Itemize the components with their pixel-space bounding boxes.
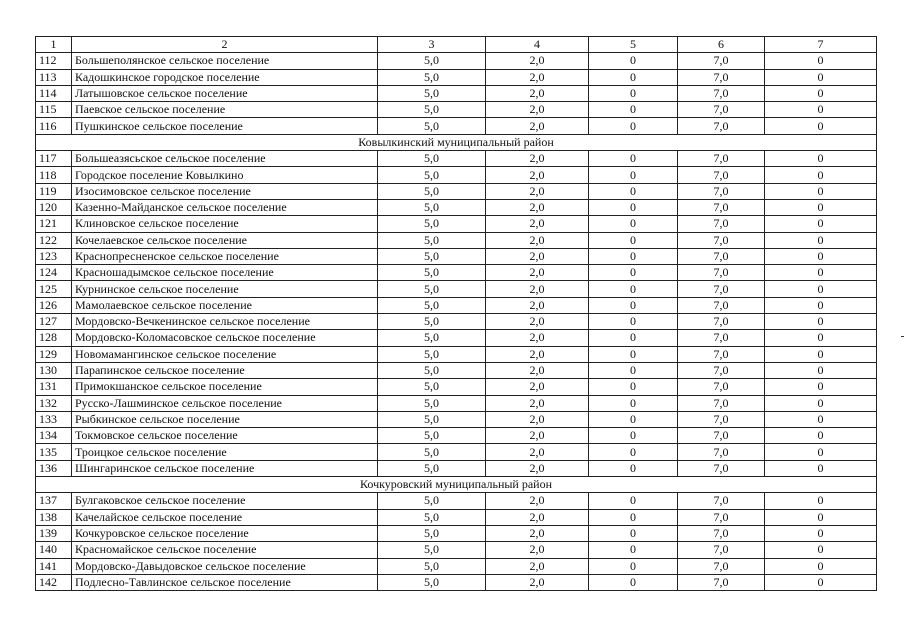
cell-col-4: 2,0 xyxy=(486,248,589,264)
cell-col-6: 7,0 xyxy=(678,199,765,215)
district-title: Кочкуровский муниципальный район xyxy=(36,477,877,493)
cell-col-6: 7,0 xyxy=(678,379,765,395)
cell-col-4: 2,0 xyxy=(486,265,589,281)
cell-col-3: 5,0 xyxy=(378,199,486,215)
cell-col-5: 0 xyxy=(589,265,678,281)
cell-col-7: 0 xyxy=(765,493,877,509)
cell-col-3: 5,0 xyxy=(378,428,486,444)
settlement-name: Мордовско-Давыдовское сельское поселение xyxy=(72,558,378,574)
settlement-name: Большеполянское сельское поселение xyxy=(72,53,378,69)
row-number: 136 xyxy=(36,460,72,476)
cell-col-3: 5,0 xyxy=(378,183,486,199)
cell-col-6: 7,0 xyxy=(678,297,765,313)
cell-col-6: 7,0 xyxy=(678,183,765,199)
cell-col-5: 0 xyxy=(589,232,678,248)
cell-col-6: 7,0 xyxy=(678,411,765,427)
row-number: 124 xyxy=(36,265,72,281)
settlement-name: Русско-Лашминское сельское поселение xyxy=(72,395,378,411)
table-row xyxy=(36,216,877,232)
cell-col-5: 0 xyxy=(589,53,678,69)
cell-col-7: 0 xyxy=(765,330,877,346)
table-row xyxy=(36,69,877,85)
settlement-name: Шингаринское сельское поселение xyxy=(72,460,378,476)
table-row xyxy=(36,102,877,118)
row-number: 118 xyxy=(36,167,72,183)
cell-col-5: 0 xyxy=(589,395,678,411)
cell-col-7: 0 xyxy=(765,346,877,362)
cell-col-5: 0 xyxy=(589,167,678,183)
row-number: 138 xyxy=(36,509,72,525)
cell-col-7: 0 xyxy=(765,379,877,395)
cell-col-3: 5,0 xyxy=(378,265,486,281)
cell-col-3: 5,0 xyxy=(378,232,486,248)
cell-col-4: 2,0 xyxy=(486,444,589,460)
cell-col-3: 5,0 xyxy=(378,346,486,362)
cell-col-6: 7,0 xyxy=(678,330,765,346)
district-title: Ковылкинский муниципальный район xyxy=(36,134,877,150)
cell-col-6: 7,0 xyxy=(678,574,765,590)
cell-col-7: 0 xyxy=(765,151,877,167)
cell-col-7: 0 xyxy=(765,362,877,378)
settlement-name: Мордовско-Коломасовское сельское поселение xyxy=(72,330,378,346)
settlement-name: Мордовско-Вечкенинское сельское поселение xyxy=(72,314,378,330)
cell-col-6: 7,0 xyxy=(678,509,765,525)
table-row xyxy=(36,53,877,69)
cell-col-3: 5,0 xyxy=(378,379,486,395)
cell-col-3: 5,0 xyxy=(378,281,486,297)
settlement-name: Краснопресненское сельское поселение xyxy=(72,248,378,264)
cell-col-6: 7,0 xyxy=(678,216,765,232)
settlement-name: Красномайское сельское поселение xyxy=(72,542,378,558)
cell-col-6: 7,0 xyxy=(678,525,765,541)
settlement-name: Клиновское сельское поселение xyxy=(72,216,378,232)
table-row xyxy=(36,232,877,248)
cell-col-5: 0 xyxy=(589,85,678,101)
table-row xyxy=(36,558,877,574)
cell-col-4: 2,0 xyxy=(486,379,589,395)
cell-col-4: 2,0 xyxy=(486,167,589,183)
cell-col-4: 2,0 xyxy=(486,53,589,69)
table-row xyxy=(36,281,877,297)
cell-col-7: 0 xyxy=(765,411,877,427)
row-number: 126 xyxy=(36,297,72,313)
column-header: 2 xyxy=(72,37,378,53)
column-header: 1 xyxy=(36,37,72,53)
cell-col-5: 0 xyxy=(589,493,678,509)
cell-col-6: 7,0 xyxy=(678,558,765,574)
cell-col-5: 0 xyxy=(589,118,678,134)
table-row xyxy=(36,395,877,411)
cell-col-4: 2,0 xyxy=(486,411,589,427)
table-row xyxy=(36,509,877,525)
cell-col-5: 0 xyxy=(589,444,678,460)
cell-col-5: 0 xyxy=(589,69,678,85)
cell-col-6: 7,0 xyxy=(678,53,765,69)
cell-col-5: 0 xyxy=(589,314,678,330)
cell-col-7: 0 xyxy=(765,314,877,330)
scan-mark xyxy=(901,336,904,337)
row-number: 114 xyxy=(36,85,72,101)
table-row xyxy=(36,362,877,378)
cell-col-4: 2,0 xyxy=(486,314,589,330)
table-row xyxy=(36,85,877,101)
column-header: 7 xyxy=(765,37,877,53)
cell-col-5: 0 xyxy=(589,542,678,558)
cell-col-6: 7,0 xyxy=(678,362,765,378)
row-number: 133 xyxy=(36,411,72,427)
table-row xyxy=(36,574,877,590)
cell-col-7: 0 xyxy=(765,183,877,199)
settlement-name: Кочкуровское сельское поселение xyxy=(72,525,378,541)
settlement-name: Качелайское сельское поселение xyxy=(72,509,378,525)
cell-col-3: 5,0 xyxy=(378,411,486,427)
row-number: 120 xyxy=(36,199,72,215)
table-row xyxy=(36,460,877,476)
cell-col-4: 2,0 xyxy=(486,118,589,134)
settlement-name: Курнинское сельское поселение xyxy=(72,281,378,297)
settlement-name: Рыбкинское сельское поселение xyxy=(72,411,378,427)
cell-col-5: 0 xyxy=(589,379,678,395)
cell-col-5: 0 xyxy=(589,525,678,541)
cell-col-3: 5,0 xyxy=(378,102,486,118)
cell-col-4: 2,0 xyxy=(486,216,589,232)
cell-col-4: 2,0 xyxy=(486,460,589,476)
row-number: 123 xyxy=(36,248,72,264)
cell-col-6: 7,0 xyxy=(678,265,765,281)
row-number: 113 xyxy=(36,69,72,85)
cell-col-6: 7,0 xyxy=(678,69,765,85)
row-number: 119 xyxy=(36,183,72,199)
settlement-name: Кочелаевское сельское поселение xyxy=(72,232,378,248)
cell-col-7: 0 xyxy=(765,102,877,118)
row-number: 135 xyxy=(36,444,72,460)
cell-col-7: 0 xyxy=(765,118,877,134)
settlement-name: Новомамангинское сельское поселение xyxy=(72,346,378,362)
settlement-name: Мамолаевское сельское поселение xyxy=(72,297,378,313)
cell-col-5: 0 xyxy=(589,362,678,378)
cell-col-4: 2,0 xyxy=(486,199,589,215)
cell-col-6: 7,0 xyxy=(678,460,765,476)
cell-col-7: 0 xyxy=(765,444,877,460)
cell-col-3: 5,0 xyxy=(378,216,486,232)
cell-col-3: 5,0 xyxy=(378,493,486,509)
table-row xyxy=(36,542,877,558)
cell-col-6: 7,0 xyxy=(678,346,765,362)
column-header: 5 xyxy=(589,37,678,53)
row-number: 128 xyxy=(36,330,72,346)
table-row xyxy=(36,314,877,330)
cell-col-7: 0 xyxy=(765,525,877,541)
column-number-row xyxy=(36,37,877,53)
cell-col-3: 5,0 xyxy=(378,362,486,378)
cell-col-7: 0 xyxy=(765,574,877,590)
row-number: 130 xyxy=(36,362,72,378)
row-number: 125 xyxy=(36,281,72,297)
cell-col-7: 0 xyxy=(765,428,877,444)
cell-col-5: 0 xyxy=(589,428,678,444)
cell-col-3: 5,0 xyxy=(378,151,486,167)
row-number: 117 xyxy=(36,151,72,167)
cell-col-5: 0 xyxy=(589,248,678,264)
column-header: 4 xyxy=(486,37,589,53)
cell-col-4: 2,0 xyxy=(486,151,589,167)
cell-col-4: 2,0 xyxy=(486,493,589,509)
cell-col-6: 7,0 xyxy=(678,542,765,558)
cell-col-6: 7,0 xyxy=(678,151,765,167)
cell-col-3: 5,0 xyxy=(378,69,486,85)
settlement-name: Большеазясьское сельское поселение xyxy=(72,151,378,167)
table-row xyxy=(36,411,877,427)
cell-col-3: 5,0 xyxy=(378,330,486,346)
cell-col-4: 2,0 xyxy=(486,525,589,541)
table-row xyxy=(36,265,877,281)
row-number: 121 xyxy=(36,216,72,232)
table-row xyxy=(36,428,877,444)
cell-col-5: 0 xyxy=(589,509,678,525)
settlement-name: Булгаковское сельское поселение xyxy=(72,493,378,509)
table-row xyxy=(36,493,877,509)
cell-col-3: 5,0 xyxy=(378,314,486,330)
cell-col-3: 5,0 xyxy=(378,297,486,313)
cell-col-3: 5,0 xyxy=(378,460,486,476)
table-row xyxy=(36,525,877,541)
cell-col-7: 0 xyxy=(765,248,877,264)
cell-col-3: 5,0 xyxy=(378,525,486,541)
settlement-name: Изосимовское сельское поселение xyxy=(72,183,378,199)
column-header: 3 xyxy=(378,37,486,53)
cell-col-3: 5,0 xyxy=(378,574,486,590)
cell-col-4: 2,0 xyxy=(486,362,589,378)
settlement-name: Троицкое сельское поселение xyxy=(72,444,378,460)
table-row xyxy=(36,199,877,215)
cell-col-5: 0 xyxy=(589,411,678,427)
settlement-name: Примокшанское сельское поселение xyxy=(72,379,378,395)
row-number: 129 xyxy=(36,346,72,362)
cell-col-6: 7,0 xyxy=(678,493,765,509)
cell-col-6: 7,0 xyxy=(678,428,765,444)
row-number: 142 xyxy=(36,574,72,590)
table-row xyxy=(36,183,877,199)
settlements-table xyxy=(35,36,877,591)
table-row xyxy=(36,297,877,313)
row-number: 122 xyxy=(36,232,72,248)
cell-col-3: 5,0 xyxy=(378,248,486,264)
cell-col-5: 0 xyxy=(589,574,678,590)
cell-col-7: 0 xyxy=(765,85,877,101)
settlement-name: Казенно-Майданское сельское поселение xyxy=(72,199,378,215)
cell-col-6: 7,0 xyxy=(678,395,765,411)
cell-col-7: 0 xyxy=(765,167,877,183)
cell-col-4: 2,0 xyxy=(486,395,589,411)
district-header-row xyxy=(36,477,877,493)
cell-col-7: 0 xyxy=(765,460,877,476)
settlement-name: Подлесно-Тавлинское сельское поселение xyxy=(72,574,378,590)
settlement-name: Паевское сельское поселение xyxy=(72,102,378,118)
cell-col-4: 2,0 xyxy=(486,346,589,362)
cell-col-4: 2,0 xyxy=(486,428,589,444)
cell-col-7: 0 xyxy=(765,542,877,558)
table-row xyxy=(36,444,877,460)
row-number: 131 xyxy=(36,379,72,395)
cell-col-3: 5,0 xyxy=(378,85,486,101)
settlement-name: Красношадымское сельское поселение xyxy=(72,265,378,281)
row-number: 132 xyxy=(36,395,72,411)
cell-col-5: 0 xyxy=(589,199,678,215)
cell-col-6: 7,0 xyxy=(678,167,765,183)
cell-col-3: 5,0 xyxy=(378,558,486,574)
cell-col-5: 0 xyxy=(589,330,678,346)
table-row xyxy=(36,379,877,395)
table-row xyxy=(36,346,877,362)
cell-col-3: 5,0 xyxy=(378,167,486,183)
cell-col-3: 5,0 xyxy=(378,509,486,525)
cell-col-3: 5,0 xyxy=(378,444,486,460)
settlement-name: Городское поселение Ковылкино xyxy=(72,167,378,183)
row-number: 137 xyxy=(36,493,72,509)
settlement-name: Пушкинское сельское поселение xyxy=(72,118,378,134)
column-header: 6 xyxy=(678,37,765,53)
row-number: 140 xyxy=(36,542,72,558)
cell-col-5: 0 xyxy=(589,346,678,362)
cell-col-5: 0 xyxy=(589,151,678,167)
cell-col-6: 7,0 xyxy=(678,314,765,330)
cell-col-5: 0 xyxy=(589,102,678,118)
cell-col-4: 2,0 xyxy=(486,542,589,558)
cell-col-4: 2,0 xyxy=(486,232,589,248)
cell-col-7: 0 xyxy=(765,558,877,574)
cell-col-4: 2,0 xyxy=(486,102,589,118)
cell-col-4: 2,0 xyxy=(486,69,589,85)
row-number: 134 xyxy=(36,428,72,444)
cell-col-6: 7,0 xyxy=(678,118,765,134)
table-row xyxy=(36,248,877,264)
cell-col-3: 5,0 xyxy=(378,118,486,134)
cell-col-7: 0 xyxy=(765,69,877,85)
row-number: 112 xyxy=(36,53,72,69)
cell-col-7: 0 xyxy=(765,265,877,281)
cell-col-6: 7,0 xyxy=(678,248,765,264)
cell-col-5: 0 xyxy=(589,297,678,313)
settlement-name: Кадошкинское городское поселение xyxy=(72,69,378,85)
settlement-name: Латышовское сельское поселение xyxy=(72,85,378,101)
cell-col-6: 7,0 xyxy=(678,444,765,460)
cell-col-4: 2,0 xyxy=(486,574,589,590)
cell-col-6: 7,0 xyxy=(678,85,765,101)
cell-col-5: 0 xyxy=(589,281,678,297)
table-row xyxy=(36,118,877,134)
cell-col-4: 2,0 xyxy=(486,330,589,346)
cell-col-7: 0 xyxy=(765,216,877,232)
cell-col-4: 2,0 xyxy=(486,183,589,199)
cell-col-5: 0 xyxy=(589,460,678,476)
cell-col-7: 0 xyxy=(765,232,877,248)
cell-col-5: 0 xyxy=(589,183,678,199)
row-number: 127 xyxy=(36,314,72,330)
table-row xyxy=(36,330,877,346)
row-number: 141 xyxy=(36,558,72,574)
row-number: 115 xyxy=(36,102,72,118)
cell-col-5: 0 xyxy=(589,558,678,574)
row-number: 116 xyxy=(36,118,72,134)
cell-col-7: 0 xyxy=(765,53,877,69)
settlement-name: Токмовское сельское поселение xyxy=(72,428,378,444)
cell-col-7: 0 xyxy=(765,199,877,215)
cell-col-7: 0 xyxy=(765,509,877,525)
table-row xyxy=(36,167,877,183)
cell-col-7: 0 xyxy=(765,297,877,313)
table-row xyxy=(36,151,877,167)
table-body xyxy=(36,37,877,591)
row-number: 139 xyxy=(36,525,72,541)
cell-col-4: 2,0 xyxy=(486,281,589,297)
cell-col-6: 7,0 xyxy=(678,281,765,297)
cell-col-7: 0 xyxy=(765,281,877,297)
cell-col-6: 7,0 xyxy=(678,232,765,248)
cell-col-7: 0 xyxy=(765,395,877,411)
cell-col-4: 2,0 xyxy=(486,85,589,101)
cell-col-5: 0 xyxy=(589,216,678,232)
document-page xyxy=(35,36,877,591)
cell-col-3: 5,0 xyxy=(378,53,486,69)
district-header-row xyxy=(36,134,877,150)
cell-col-3: 5,0 xyxy=(378,395,486,411)
cell-col-4: 2,0 xyxy=(486,297,589,313)
cell-col-3: 5,0 xyxy=(378,542,486,558)
cell-col-4: 2,0 xyxy=(486,558,589,574)
cell-col-6: 7,0 xyxy=(678,102,765,118)
settlement-name: Парапинское сельское поселение xyxy=(72,362,378,378)
cell-col-4: 2,0 xyxy=(486,509,589,525)
